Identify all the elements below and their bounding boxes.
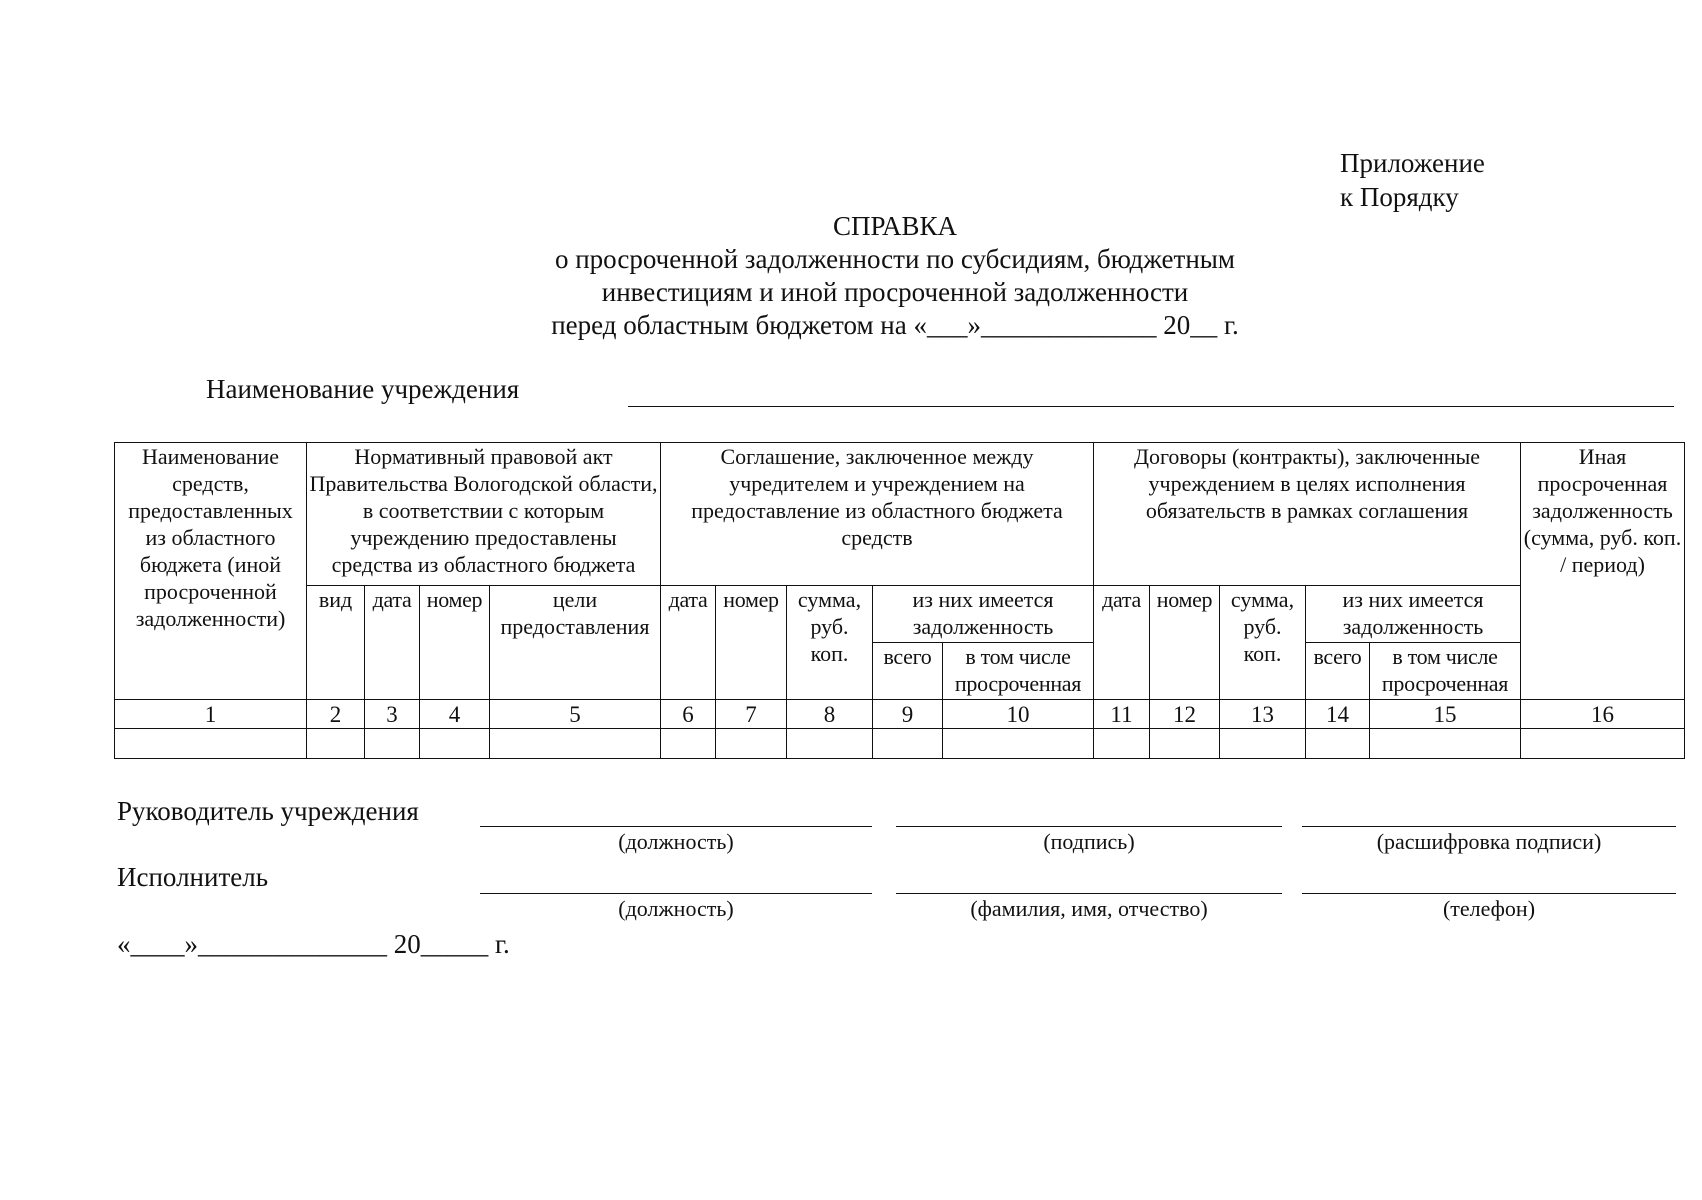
- executor-label: Исполнитель: [117, 862, 269, 892]
- document-title: [0, 210, 1702, 342]
- head-decoding-caption: (расшифровка подписи): [1376, 829, 1602, 854]
- head-position-field[interactable]: [480, 826, 872, 827]
- header-agreement-date: дата: [661, 586, 716, 700]
- header-agreement-number: номер: [716, 586, 787, 700]
- header-contract-date: дата: [1094, 586, 1150, 700]
- institution-label: Наименование учреждения: [206, 374, 520, 404]
- table-cell[interactable]: [716, 729, 787, 759]
- header-agreement: Соглашение, заключенное между учредителем и учреждением на предоставление из областного бюджета средств: [661, 443, 1094, 586]
- header-other-debt: Иная просроченная задолженность (сумма, руб. коп. / период): [1521, 443, 1685, 700]
- executor-phone-caption: (телефон): [1442, 896, 1536, 921]
- table-cell[interactable]: [873, 729, 943, 759]
- institution-name-field[interactable]: [628, 406, 1674, 407]
- column-number: 4: [420, 700, 490, 729]
- header-npa-type: вид: [307, 586, 365, 700]
- column-number: 15: [1370, 700, 1521, 729]
- table-cell[interactable]: [115, 729, 307, 759]
- annex-line-1: Приложение: [1340, 148, 1485, 178]
- table-cell[interactable]: [490, 729, 661, 759]
- executor-phone-field[interactable]: [1302, 893, 1676, 894]
- table-cell[interactable]: [1094, 729, 1150, 759]
- column-number: 3: [365, 700, 420, 729]
- executor-position-field[interactable]: [480, 893, 872, 894]
- column-number: 14: [1306, 700, 1370, 729]
- header-agreement-debt-overdue: в том числе просроченная: [943, 643, 1094, 700]
- executor-position-caption: (должность): [618, 896, 734, 921]
- column-number: 6: [661, 700, 716, 729]
- header-funds-name: Наименование средств, предоставленных из областного бюджета (иной просроченной задолженности): [115, 443, 307, 700]
- column-number: 2: [307, 700, 365, 729]
- column-number: 9: [873, 700, 943, 729]
- column-number: 5: [490, 700, 661, 729]
- header-contract-number: номер: [1150, 586, 1220, 700]
- column-number: 1: [115, 700, 307, 729]
- table-cell[interactable]: [943, 729, 1094, 759]
- header-agreement-debt-total: всего: [873, 643, 943, 700]
- header-npa-date: дата: [365, 586, 420, 700]
- title-line-2: инвестициям и иной просроченной задолженности: [601, 277, 1189, 307]
- header-normative-act: Нормативный правовой акт Правительства Вологодской области, в соответствии с которым учреждению предоставлены средства из областного бюджета: [307, 443, 661, 586]
- executor-name-caption: (фамилия, имя, отчество): [970, 896, 1208, 921]
- table-cell[interactable]: [661, 729, 716, 759]
- table-cell[interactable]: [1370, 729, 1521, 759]
- head-position-caption: (должность): [618, 829, 734, 854]
- table-cell[interactable]: [307, 729, 365, 759]
- head-label: Руководитель учреждения: [117, 796, 419, 826]
- head-decoding-field[interactable]: [1302, 826, 1676, 827]
- table-cell[interactable]: [1306, 729, 1370, 759]
- header-agreement-sum: сумма, руб. коп.: [787, 586, 873, 700]
- header-npa-purpose: цели предоставления: [490, 586, 661, 700]
- table-cell[interactable]: [420, 729, 490, 759]
- document-date: «____»______________ 20_____ г.: [117, 929, 510, 959]
- header-agreement-debt: из них имеется задолженность: [873, 586, 1094, 643]
- title-line-1: о просроченной задолженности по субсидиям, бюджетным: [554, 244, 1236, 274]
- column-number: 11: [1094, 700, 1150, 729]
- column-number: 12: [1150, 700, 1220, 729]
- annex-line-2: к Порядку: [1340, 182, 1459, 212]
- column-number: 10: [943, 700, 1094, 729]
- table-row: [115, 729, 1685, 759]
- table-cell[interactable]: [1150, 729, 1220, 759]
- header-contract-debt-overdue: в том числе просроченная: [1370, 643, 1521, 700]
- column-numbers-row: [115, 700, 1685, 729]
- header-contract-debt-total: всего: [1306, 643, 1370, 700]
- header-contract-sum: сумма, руб. коп.: [1220, 586, 1306, 700]
- annex-reference: [1340, 146, 1485, 214]
- table-cell[interactable]: [1220, 729, 1306, 759]
- head-signature-caption: (подпись): [1043, 829, 1135, 854]
- executor-name-field[interactable]: [896, 893, 1282, 894]
- column-number: 13: [1220, 700, 1306, 729]
- table-cell[interactable]: [1521, 729, 1685, 759]
- debt-table: [114, 442, 1685, 759]
- title-line-3: перед областным бюджетом на «___»_____________ 20__ г.: [551, 310, 1239, 340]
- table-cell[interactable]: [365, 729, 420, 759]
- column-number: 16: [1521, 700, 1685, 729]
- column-number: 7: [716, 700, 787, 729]
- header-contracts: Договоры (контракты), заключенные учреждением в целях исполнения обязательств в рамках соглашения: [1094, 443, 1521, 586]
- column-number: 8: [787, 700, 873, 729]
- title-heading: СПРАВКА: [832, 211, 958, 241]
- table-cell[interactable]: [787, 729, 873, 759]
- head-signature-field[interactable]: [896, 826, 1282, 827]
- header-contract-debt: из них имеется задолженность: [1306, 586, 1521, 643]
- header-npa-number: номер: [420, 586, 490, 700]
